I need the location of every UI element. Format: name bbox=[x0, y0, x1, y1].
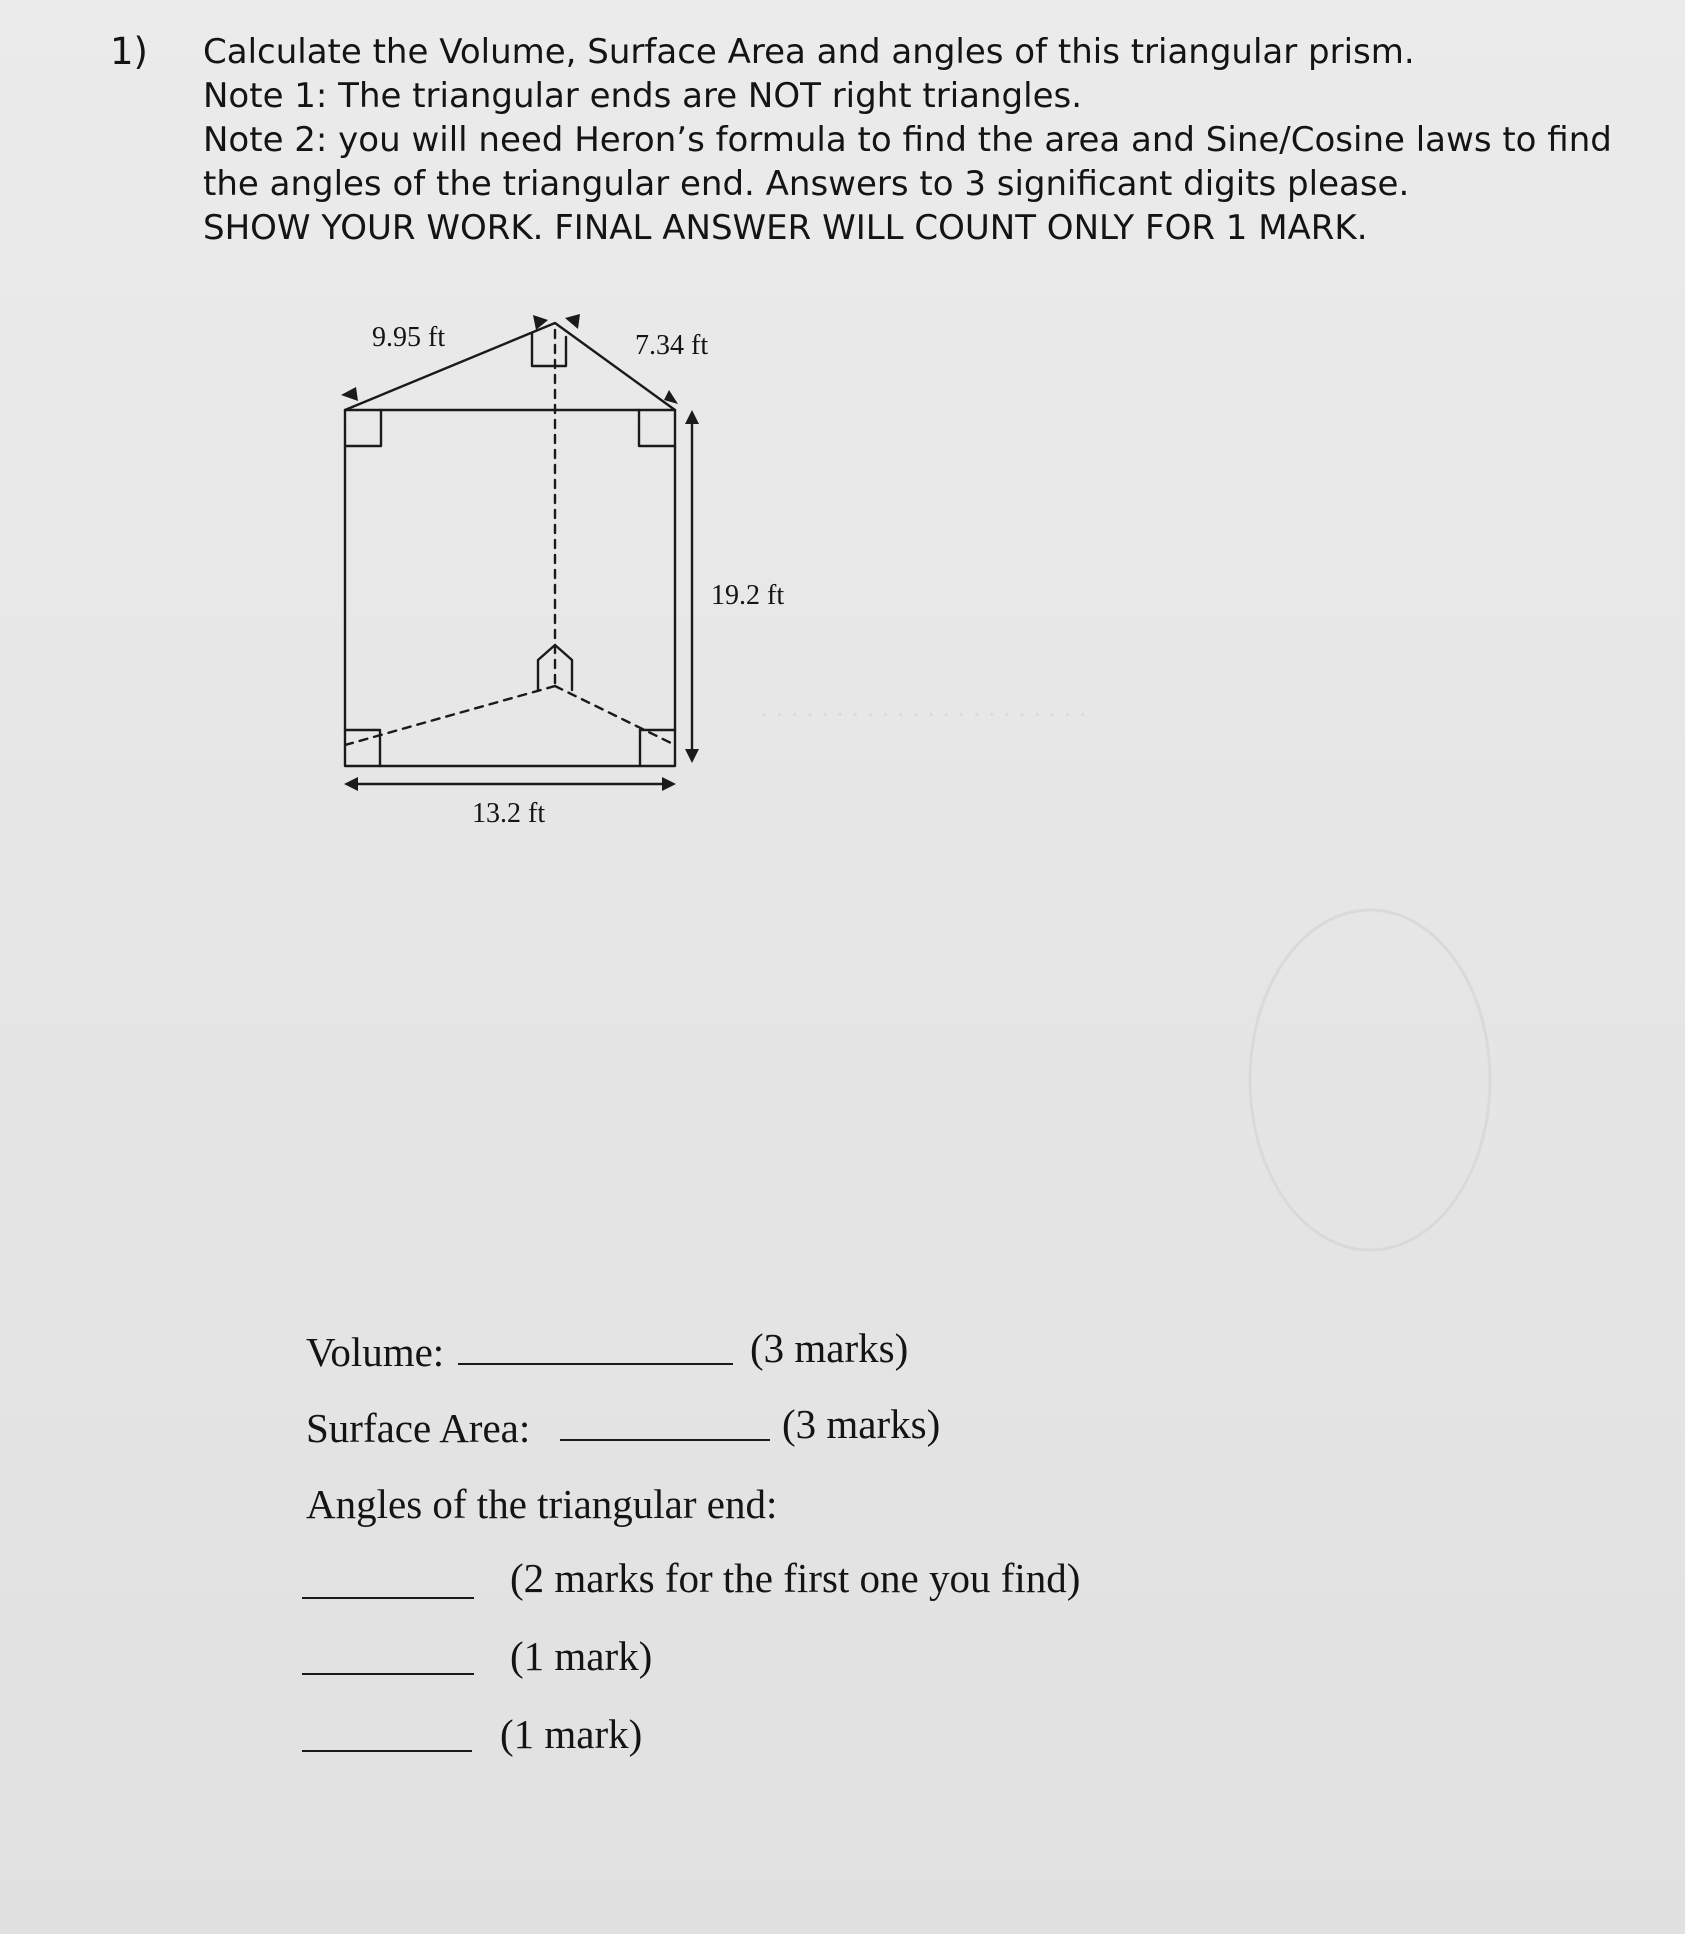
front-face bbox=[345, 410, 675, 766]
volume-marks: (3 marks) bbox=[750, 1325, 909, 1371]
base-length: 13.2 ft bbox=[472, 798, 546, 829]
prism-length: 19.2 ft bbox=[711, 580, 785, 611]
angle-3-answer-blank[interactable] bbox=[302, 1750, 472, 1752]
prompt-line-1: Calculate the Volume, Surface Area and angles of this triangular prism. bbox=[203, 32, 1415, 72]
arrowhead-height-top bbox=[685, 410, 699, 424]
volume-label: Volume: bbox=[306, 1329, 445, 1375]
right-angle-mark-tl bbox=[345, 410, 381, 446]
hidden-base-right bbox=[555, 686, 675, 745]
prompt-line-2: Note 1: The triangular ends are NOT right triangles. bbox=[203, 76, 1083, 116]
left-side-length: 9.95 ft bbox=[372, 322, 446, 353]
hidden-base-left bbox=[345, 686, 555, 745]
prompt-line-3: Note 2: you will need Heron’s formula to find the area and Sine/Cosine laws to find bbox=[203, 120, 1612, 160]
surface-area-answer-blank[interactable] bbox=[560, 1439, 770, 1441]
surface-area-marks: (3 marks) bbox=[782, 1401, 941, 1447]
angle-1-answer-blank[interactable] bbox=[302, 1597, 474, 1599]
angle-2-marks: (1 mark) bbox=[510, 1633, 653, 1679]
bleed-through-text: · · · · · · · · · · · · · · · · · · · · · · bbox=[760, 700, 1087, 729]
prompt-line-5: SHOW YOUR WORK. FINAL ANSWER WILL COUNT ONLY FOR 1 MARK. bbox=[203, 208, 1368, 248]
right-side-length: 7.34 ft bbox=[635, 330, 709, 361]
arrowhead-right-side-high bbox=[565, 314, 580, 329]
arrowhead-base-right bbox=[662, 777, 676, 791]
angle-3-marks: (1 mark) bbox=[500, 1711, 643, 1757]
right-angle-mark-tr bbox=[639, 410, 675, 446]
angle-1-marks: (2 marks for the first one you find) bbox=[510, 1555, 1081, 1601]
arrowhead-base-left bbox=[344, 777, 358, 791]
surface-area-label: Surface Area: bbox=[306, 1405, 531, 1451]
angles-heading: Angles of the triangular end: bbox=[306, 1481, 778, 1527]
right-angle-mark-apex bbox=[532, 333, 566, 366]
arrowhead-height-bottom bbox=[685, 749, 699, 763]
prompt-line-4: the angles of the triangular end. Answers to 3 significant digits please. bbox=[203, 164, 1410, 204]
arrowhead-left-side-low bbox=[341, 387, 358, 401]
volume-answer-blank[interactable] bbox=[458, 1363, 733, 1365]
angle-2-answer-blank[interactable] bbox=[302, 1673, 474, 1675]
arrowhead-right-side-low bbox=[664, 390, 678, 404]
question-number: 1) bbox=[110, 30, 148, 73]
